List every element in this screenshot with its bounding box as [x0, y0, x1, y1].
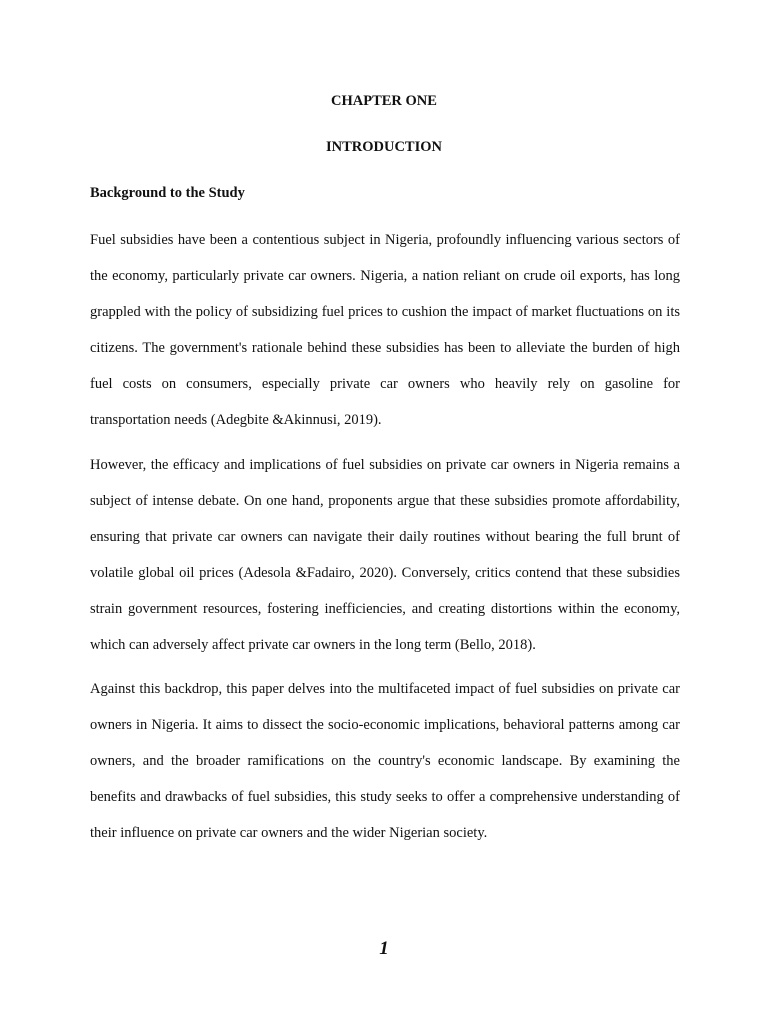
- chapter-label: CHAPTER ONE: [331, 93, 437, 109]
- page-number: 1: [379, 938, 389, 959]
- section-title: Background to the Study: [90, 185, 245, 201]
- paragraph-3: Against this backdrop, this paper delves into the multifaceted impact of fuel subsidies on private car owners in Nigeria. It aims to dissect the socio-economic implications, behavioral patterns among car owners, and the broader ramifications on the country's economic landscape. By examining the benefits and drawbacks of fuel subsidies, this study seeks to offer a comprehensive understanding of their influence on private car owners and the wider Nigerian society.: [90, 681, 680, 841]
- chapter-title: INTRODUCTION: [325, 139, 442, 155]
- paragraph-2: However, the efficacy and implications of fuel subsidies on private car owners in Nigeria remains a subject of intense debate. On one hand, proponents argue that these subsidies promote affordability, ensuring that private car owners can navigate their daily routines without bearing the full brunt of volatile global oil prices (Adesola &Fadairo, 2020). Conversely, critics contend that these subsidies strain government resources, fostering inefficiencies, and creating distortions within the economy, which can adversely affect private car owners in the long term (Bello, 2018).: [90, 457, 680, 653]
- paragraph-1: Fuel subsidies have been a contentious subject in Nigeria, profoundly influencing various sectors of the economy, particularly private car owners. Nigeria, a nation reliant on crude oil exports, has long grappled with the policy of subsidizing fuel prices to cushion the impact of market fluctuations on its citizens. The government's rationale behind these subsidies has been to alleviate the burden of high fuel costs on consumers, especially private car owners who heavily rely on gasoline for transportation needs (Adegbite &Akinnusi, 2019).: [90, 232, 680, 428]
